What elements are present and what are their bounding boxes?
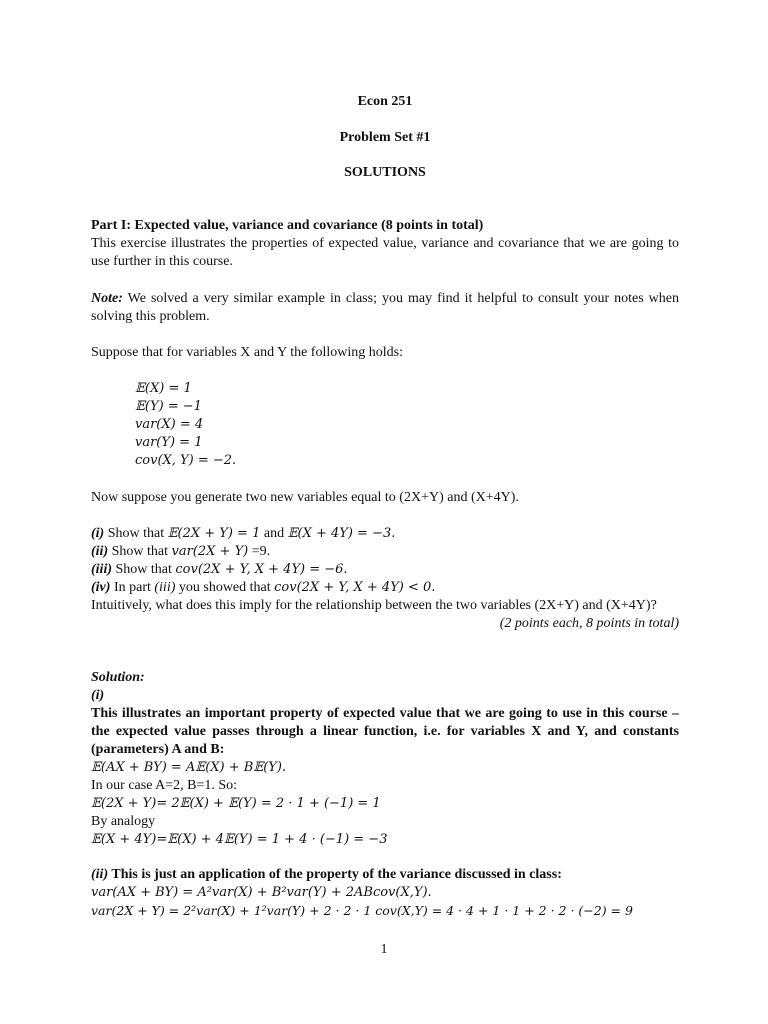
note-paragraph: [91, 290, 679, 326]
question-ref: (iii): [154, 580, 176, 595]
solution-label: Solution:: [91, 670, 145, 685]
question-text: Show that: [112, 562, 176, 577]
solution-part-ii: [91, 866, 679, 920]
question-text: In part: [110, 580, 155, 595]
suppose-text: Suppose that for variables X and Y the following holds:: [91, 345, 403, 360]
question-label: (i): [91, 526, 105, 541]
question-text: and: [260, 526, 288, 541]
variance-calc: var(2X + Y) = 2²var(X) + 1²var(Y) + 2 · 2 · 1 cov(X,Y) = 4 · 4 + 1 · 1 + 2 · 2 · (−2) = 9: [91, 903, 633, 918]
solution-property-text: This illustrates an important property of expected value that we are going to use in this course – the expected value passes through a linear function, i.e. for variables X and Y, and constants (parameters) A and B:: [91, 706, 679, 757]
calc-1: 𝔼(2X + Y)= 2𝔼(X) + 𝔼(Y) = 2 · 1 + (−1) = 1: [91, 796, 381, 811]
part-ii-label: (ii): [91, 867, 109, 882]
note-text: We solved a very similar example in class; you may find it helpful to consult your notes when solving this problem.: [91, 291, 679, 324]
solutions-title: SOLUTIONS: [344, 165, 426, 180]
question-math: cov(2X + Y, X + 4Y) < 0.: [274, 580, 436, 595]
question-label: (ii): [91, 544, 109, 559]
course-title: Econ 251: [357, 94, 413, 109]
question-math: var(2X + Y): [171, 544, 249, 559]
question-ii: [91, 543, 679, 561]
points-note: (2 points each, 8 points in total): [499, 616, 679, 631]
page-number: 1: [380, 942, 388, 957]
question-iv-follow: Intuitively, what does this imply for the relationship between the two variables (2X+Y) and (X+4Y)?: [91, 598, 657, 613]
question-i: [91, 525, 679, 543]
solution-section: [91, 669, 679, 849]
questions-list: [91, 525, 679, 633]
part1-heading: Part I: Expected value, variance and covariance (8 points in total): [91, 218, 484, 233]
question-math: cov(2X + Y, X + 4Y) = −6.: [175, 562, 348, 577]
given-values: [135, 380, 535, 470]
part1-section: [91, 217, 679, 271]
question-iii: [91, 561, 679, 579]
question-math: 𝔼(2X + Y) = 1: [167, 526, 261, 541]
question-label: (iii): [91, 562, 112, 577]
given-ey: 𝔼(Y) = −1: [135, 399, 202, 414]
solution-part-i-label: (i): [91, 688, 105, 703]
question-text: Show that: [108, 544, 172, 559]
part-ii-text: This is just an application of the property of the variance discussed in class:: [108, 867, 562, 882]
linear-formula: 𝔼(AX + BY) = A𝔼(X) + B𝔼(Y).: [91, 760, 287, 775]
question-label: (iv): [91, 580, 111, 595]
problem-set-title: Problem Set #1: [339, 130, 431, 145]
question-math: 𝔼(X + 4Y) = −3.: [287, 526, 396, 541]
given-varx: var(X) = 4: [135, 417, 204, 432]
question-text: Show that: [104, 526, 168, 541]
our-case-text: In our case A=2, B=1. So:: [91, 778, 238, 793]
note-label: Note:: [91, 291, 123, 306]
calc-2: 𝔼(X + 4Y)=𝔼(X) + 4𝔼(Y) = 1 + 4 · (−1) = −3: [91, 832, 388, 847]
question-iv: [91, 579, 679, 597]
question-text: you showed that: [175, 580, 275, 595]
now-suppose-text: Now suppose you generate two new variables equal to (2X+Y) and (X+4Y).: [91, 490, 519, 505]
by-analogy-text: By analogy: [91, 814, 156, 829]
part1-intro: This exercise illustrates the properties of expected value, variance and covariance that we are going to use further in this course.: [91, 236, 679, 269]
given-ex: 𝔼(X) = 1: [135, 381, 192, 396]
given-vary: var(Y) = 1: [135, 435, 203, 450]
given-cov: cov(X, Y) = −2.: [135, 453, 237, 468]
variance-formula: var(AX + BY) = A²var(X) + B²var(Y) + 2ABcov(X,Y).: [91, 885, 432, 900]
question-text: =9.: [248, 544, 271, 559]
part-ii-heading: [91, 866, 679, 884]
